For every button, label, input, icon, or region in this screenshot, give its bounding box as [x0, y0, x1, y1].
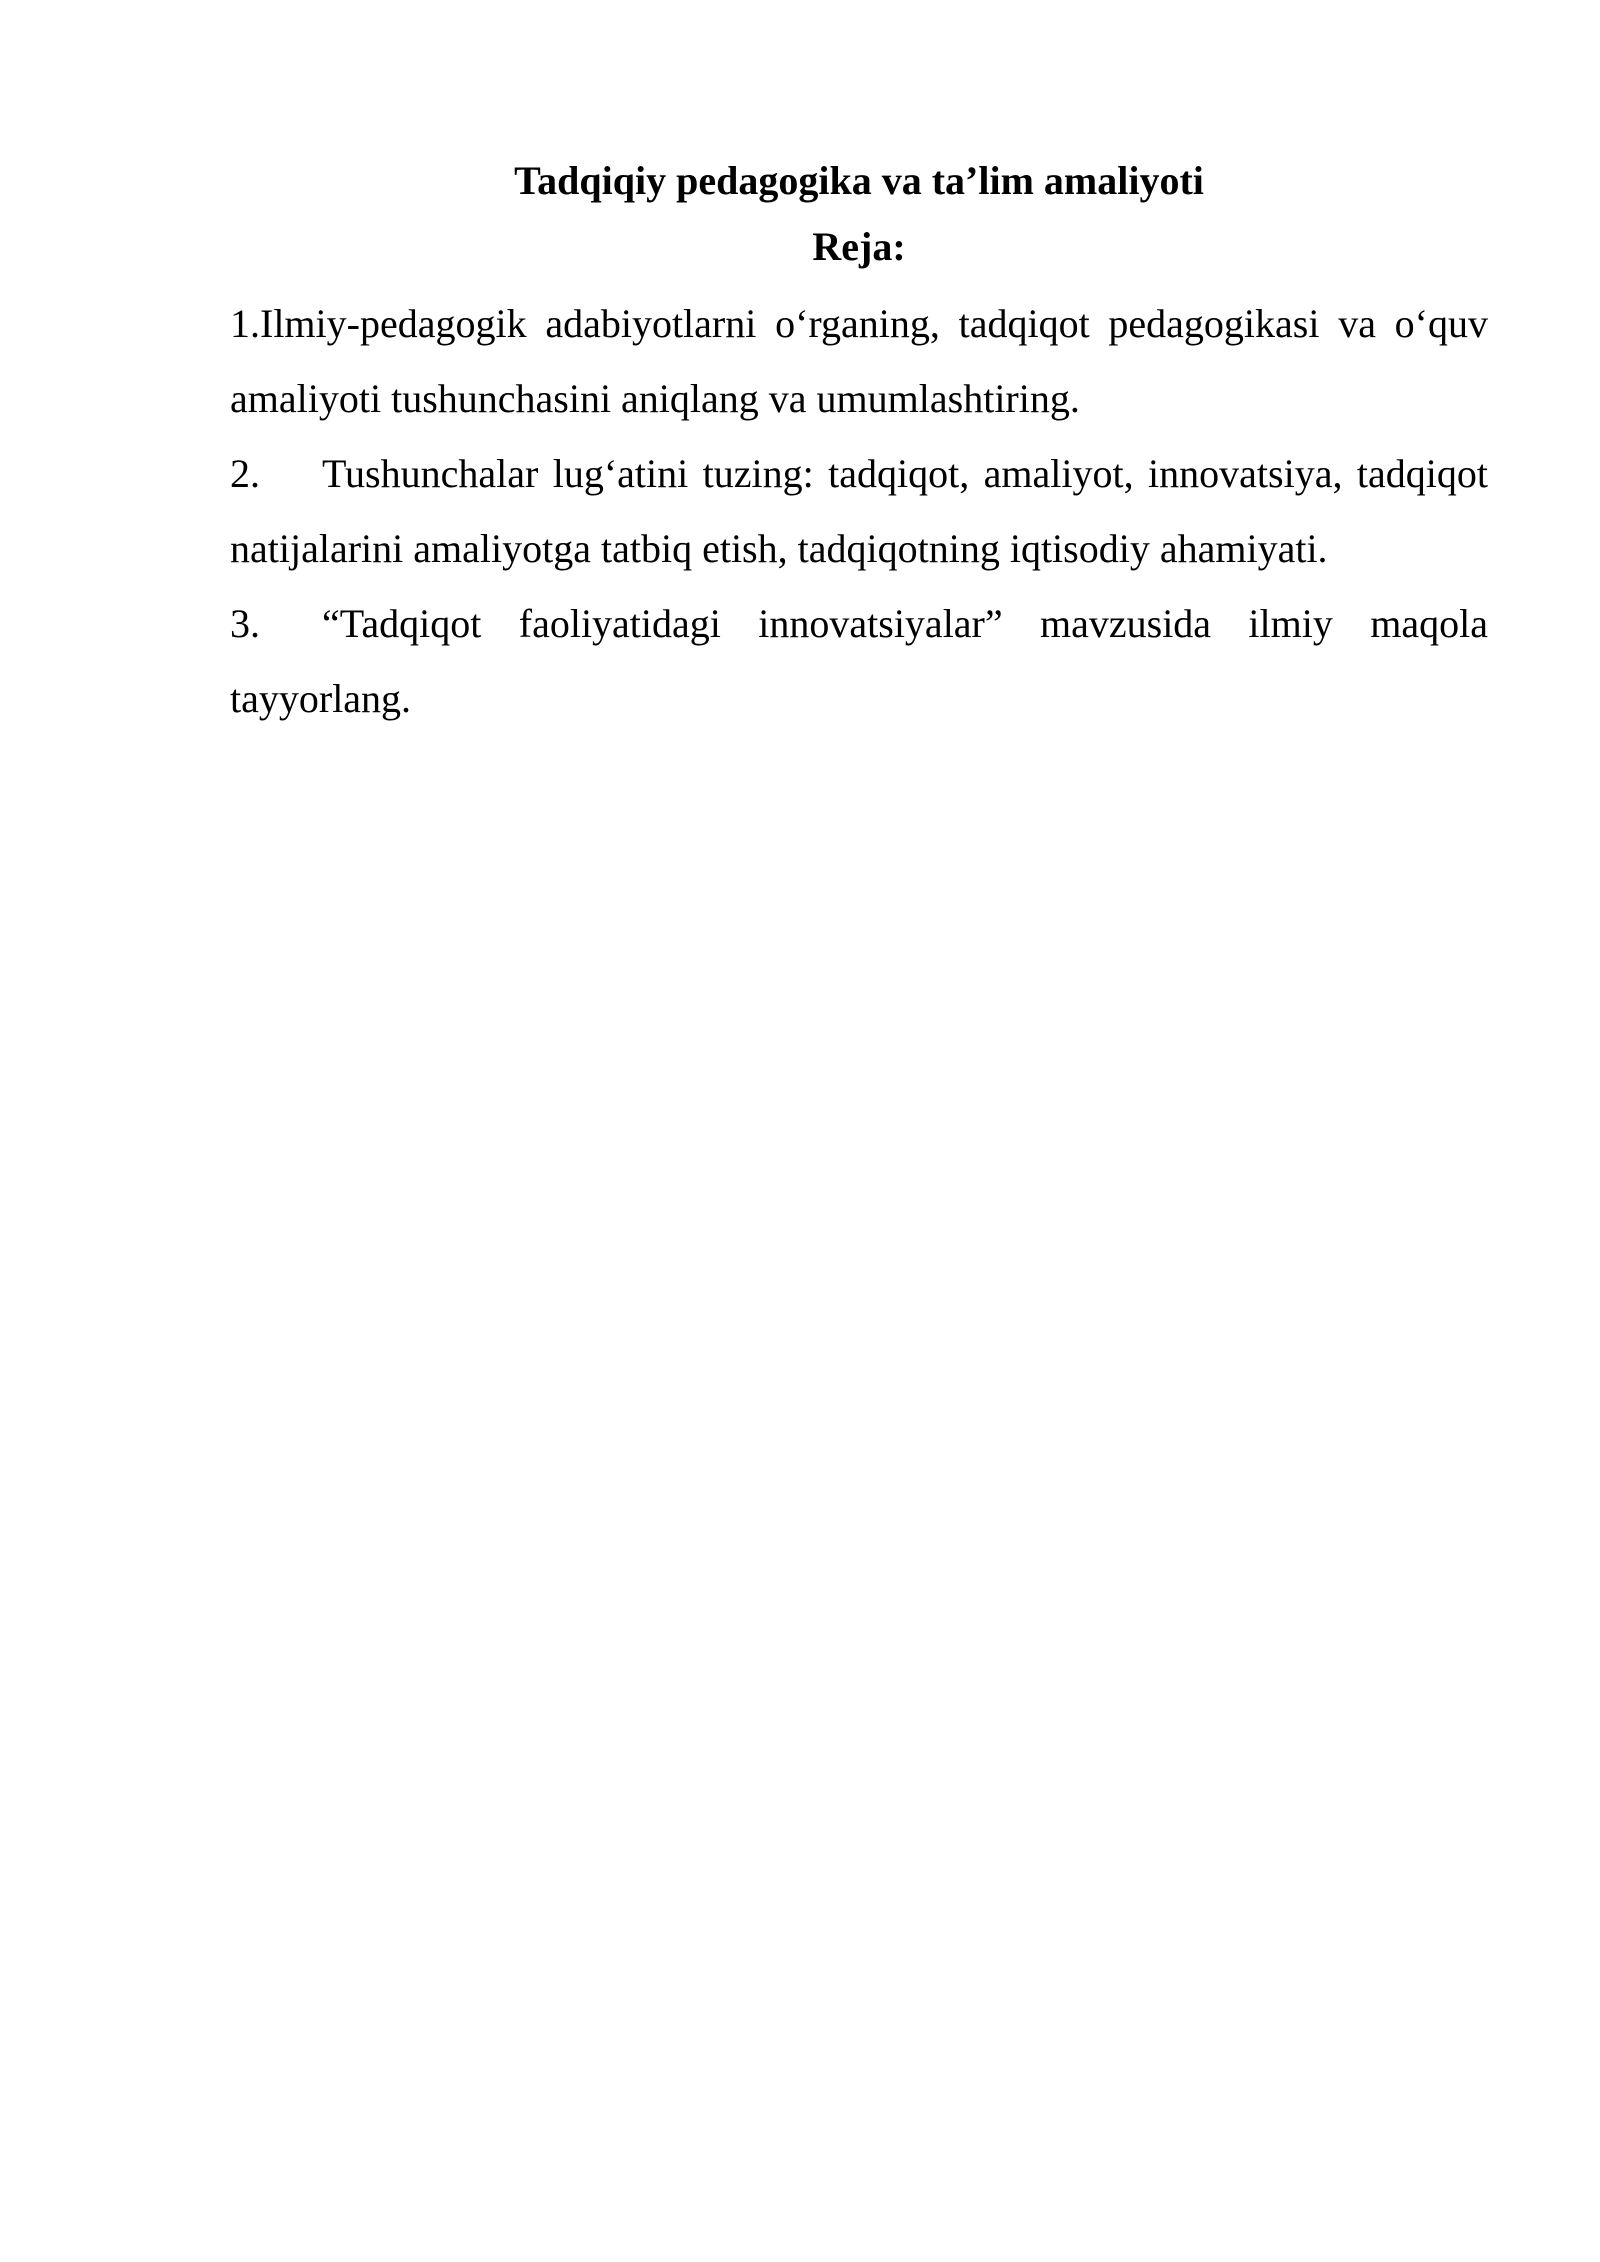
- plan-item-text: “Tadqiqot faoliyatidagi innovatsiyalar” mavzusida ilmiy maqola tayyorlang.: [230, 601, 1488, 721]
- plan-item-number: 1.: [230, 301, 260, 346]
- plan-item-3: [230, 586, 1488, 736]
- plan-item-text: Tushunchalar lug‘atini tuzing: tadqiqot, amaliyot, innovatsiya, tadqiqot natijalarini amaliyotga tatbiq etish, tadqiqotning iqtisodiy ahamiyati.: [230, 451, 1488, 571]
- plan-item-number: 3.: [230, 601, 260, 646]
- plan-item-number: 2.: [230, 451, 260, 496]
- plan-item-2: [230, 436, 1488, 586]
- plan-item-text: Ilmiy-pedagogik adabiyotlarni o‘rganing, tadqiqot pedagogikasi va o‘quv amaliyoti tushunchasini aniqlang va umumlashtiring.: [230, 301, 1488, 421]
- document-title: Tadqiqiy pedagogika va ta’lim amaliyoti: [514, 158, 1204, 203]
- plan-item-1: [230, 286, 1488, 436]
- document-body: [230, 148, 1488, 736]
- plan-heading: Reja:: [812, 224, 906, 269]
